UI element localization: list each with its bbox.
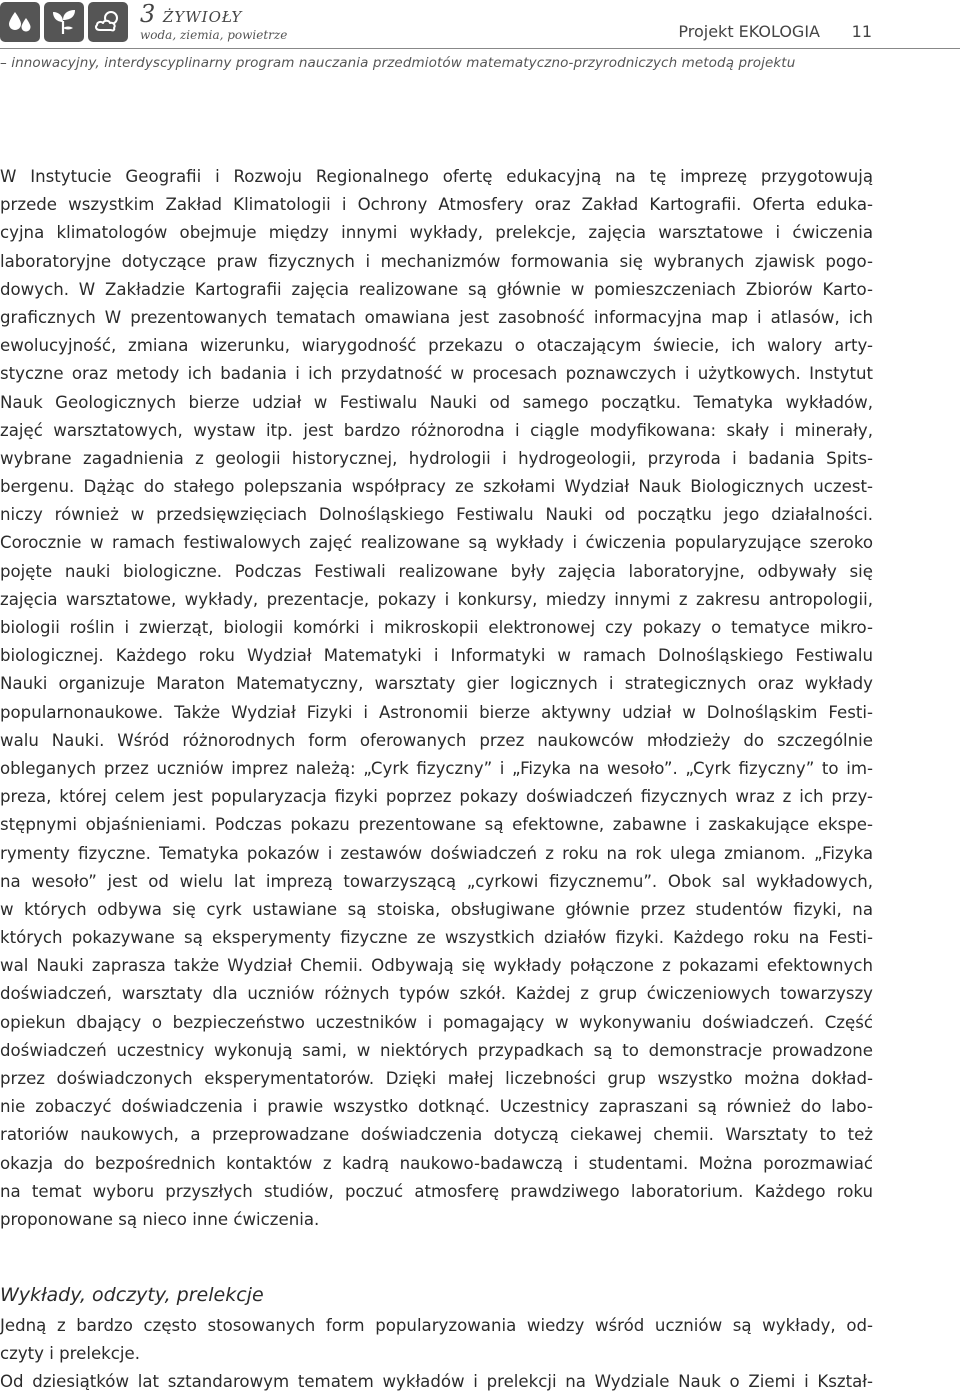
page-header	[0, 0, 960, 48]
text-line: pojęte nauki biologiczne. Podczas Festiwali realizowane były zajęcia laboratoryjne, odbywały się	[0, 561, 873, 581]
header-divider	[0, 48, 960, 49]
text-line: których pokazywane są eksperymenty fizyczne ze wszystkich działów fizyki. Każdego roku na Festi-	[0, 928, 873, 948]
text-line: przez doświadczonych eksperymentatorów. Dzięki małej liczebności grup wszystko można dokład-	[0, 1069, 873, 1088]
next-paragraph	[0, 1368, 873, 1396]
text-line: W Instytucie Geografii i Rozwoju Regionalnego ofertę edukacyjną na tę imprezę przygotowują	[0, 167, 873, 186]
text-line: ewolucyjność, zmiana wizerunku, wiarygodność przekazu o otaczającym świecie, ich walory arty-	[0, 336, 873, 356]
section-heading: Wykłady, odczyty, prelekcje	[0, 1284, 264, 1306]
text-line: bergenu. Dążąc do stałego polepszania współpracy ze szkołami Wydział Nauk Biologicznych uczest-	[0, 477, 873, 497]
text-line: w których odbywa się cyrk ustawiane są stoiska, obsługiwane głównie przez studentów fizyki, na	[0, 899, 873, 919]
text-line: zajęć warsztatowych, wystaw itp. jest bardzo różnorodna i ciągle modyfikowana: skały i minerały,	[0, 420, 873, 440]
text-line: popularnonaukowe. Także Wydział Fizyki i Astronomii bierze aktywny udział w Dolnośląskim Festi-	[0, 702, 873, 722]
text-line: styczne oraz metody ich badania i ich przydatność w procesach poznawczych i użytkowych. Instytut	[0, 364, 873, 384]
text-line: wybrane zagadnienia z geologii historycznej, hydrologii i hydrogeologii, przyroda i badania Spits-	[0, 448, 873, 468]
plant-sprout-icon	[44, 2, 84, 42]
text-line: Jedną z bardzo często stosowanych form popularyzowania wiedzy wśród uczniów są wykłady, od-	[0, 1316, 873, 1335]
text-line: nie zobaczyć doświadczenia i prawie wszystko dotknąć. Uczestnicy zapraszani są również do labo-	[0, 1097, 873, 1117]
text-line: doświadczeń uczestnicy wykonują sami, w niektórych przypadkach są to demonstracje prowadzone	[0, 1040, 873, 1060]
text-line: obleganych przez uczniów imprez należą: „Cyrk fizyczny” i „Fizyka na wesoło”. „Cyrk fizyczny” to im-	[0, 758, 873, 778]
text-line: dowych. W Zakładzie Kartografii zajęcia realizowane są głównie w pomieszczeniach Zbiorów Karto-	[0, 279, 873, 299]
text-line: na temat wyboru przyszłych studiów, poczuć atmosferę prawdziwego laboratorium. Każdego roku	[0, 1181, 873, 1201]
project-name: Projekt EKOLOGIA	[678, 22, 820, 41]
text-line: laboratoryjne dotyczące praw fizycznych i mechanizmów formowania się wybranych zjawisk pogo-	[0, 251, 873, 271]
text-line: wal Nauki zaprasza także Wydział Chemii. Odbywają się wykłady połączone z pokazami efektownych	[0, 956, 873, 976]
element-icons	[0, 2, 128, 42]
section-text	[0, 1312, 873, 1368]
text-line: opiekun dbający o bezpieczeństwo uczestników i pomagający w wykonywaniu doświadczeń. Część	[0, 1012, 873, 1032]
text-line: proponowane są nieco inne ćwiczenia.	[0, 1209, 320, 1229]
text-line: Nauk Geologicznych bierze udział w Festiwalu Nauki od samego początku. Tematyka wykładów,	[0, 392, 873, 412]
text-line: preza, której celem jest popularyzacja fizyki poprzez pokazy doświadczeń fizycznych wraz z ich przy-	[0, 787, 873, 807]
text-line: graficznych W prezentowanych tematach omawiana jest zasobność informacyjna map i atlasów, ich	[0, 307, 873, 327]
text-line: stępnymi objaśnieniami. Podczas pokazu prezentowane są efektowne, zabawne i zaskakujące ekspe-	[0, 815, 873, 835]
text-line: Nauki organizuje Maraton Matematyczny, warsztaty gier logicznych i strategicznych oraz wykłady	[0, 674, 873, 694]
text-line: okazja do bezpośrednich kontaktów z kadrą naukowo-badawczą i studentami. Można porozmawiać	[0, 1153, 873, 1173]
body-text	[0, 163, 873, 1234]
cloud-sun-icon	[88, 2, 128, 42]
brand-number: 3	[140, 0, 156, 28]
page-number: 11	[851, 22, 872, 41]
text-line: Corocznie w ramach festiwalowych zajęć realizowane są wykłady i ćwiczenia popularyzujące szeroko	[0, 533, 873, 553]
text-line: biologii roślin i zwierząt, biologii komórki i mikroskopii elektronowej czy pokazy o tematyce mikro-	[0, 618, 873, 637]
brand-block	[140, 0, 287, 42]
brand-word: ŻYWIOŁY	[162, 8, 243, 26]
text-line: czyty i prelekcje.	[0, 1344, 140, 1364]
text-line: przede wszystkim Zakład Klimatologii i Ochrony Atmosfery oraz Zakład Kartografii. Oferta eduka-	[0, 195, 873, 215]
text-line: cyjna klimatologów obejmuje między innymi wykłady, prelekcje, zajęcia warsztatowe i ćwiczenia	[0, 223, 873, 243]
program-subtitle: – innowacyjny, interdyscyplinarny program nauczania przedmiotów matematyczno-przyrodniczych metodą projektu	[0, 55, 796, 71]
text-line: rymenty fizyczne. Tematyka pokazów i zestawów doświadczeń z roku na rok ulega zmianom. „Fizyka	[0, 843, 873, 863]
text-line: niczy również w przedsięwzięciach Dolnośląskiego Festiwalu Nauki od początku jego działalności.	[0, 505, 873, 525]
text-line: zajęcia warsztatowe, wykłady, prezentacje, pokazy i konkursy, miedzy innymi z zakresu antropologii,	[0, 589, 873, 609]
text-line: doświadczeń, warsztaty dla uczniów różnych typów szkół. Każdej z grup ćwiczeniowych towarzyszy	[0, 984, 873, 1004]
text-line: na wesoło” jest od wielu lat imprezą towarzyszącą „cyrkowi fizycznemu”. Obok sal wykładowych,	[0, 871, 873, 891]
brand-title	[140, 0, 287, 31]
brand-subtitle: woda, ziemia, powietrze	[140, 28, 288, 42]
text-line: walu Nauki. Wśród różnorodnych form oferowanych przez naukowców młodzieży do szczególnie	[0, 730, 873, 750]
water-drop-icon	[0, 2, 40, 42]
text-line: biologicznej. Każdego roku Wydział Matematyki i Informatyki w ramach Dolnośląskiego Festiwalu	[0, 646, 873, 666]
text-line: ratoriów naukowych, a przeprowadzane doświadczenia dotyczą ciekawej chemii. Warsztaty to też	[0, 1125, 873, 1145]
text-line: Od dziesiątków lat sztandarowym tematem wykładów i prelekcji na Wydziale Nauk o Ziemi i Kształ-	[0, 1372, 873, 1391]
